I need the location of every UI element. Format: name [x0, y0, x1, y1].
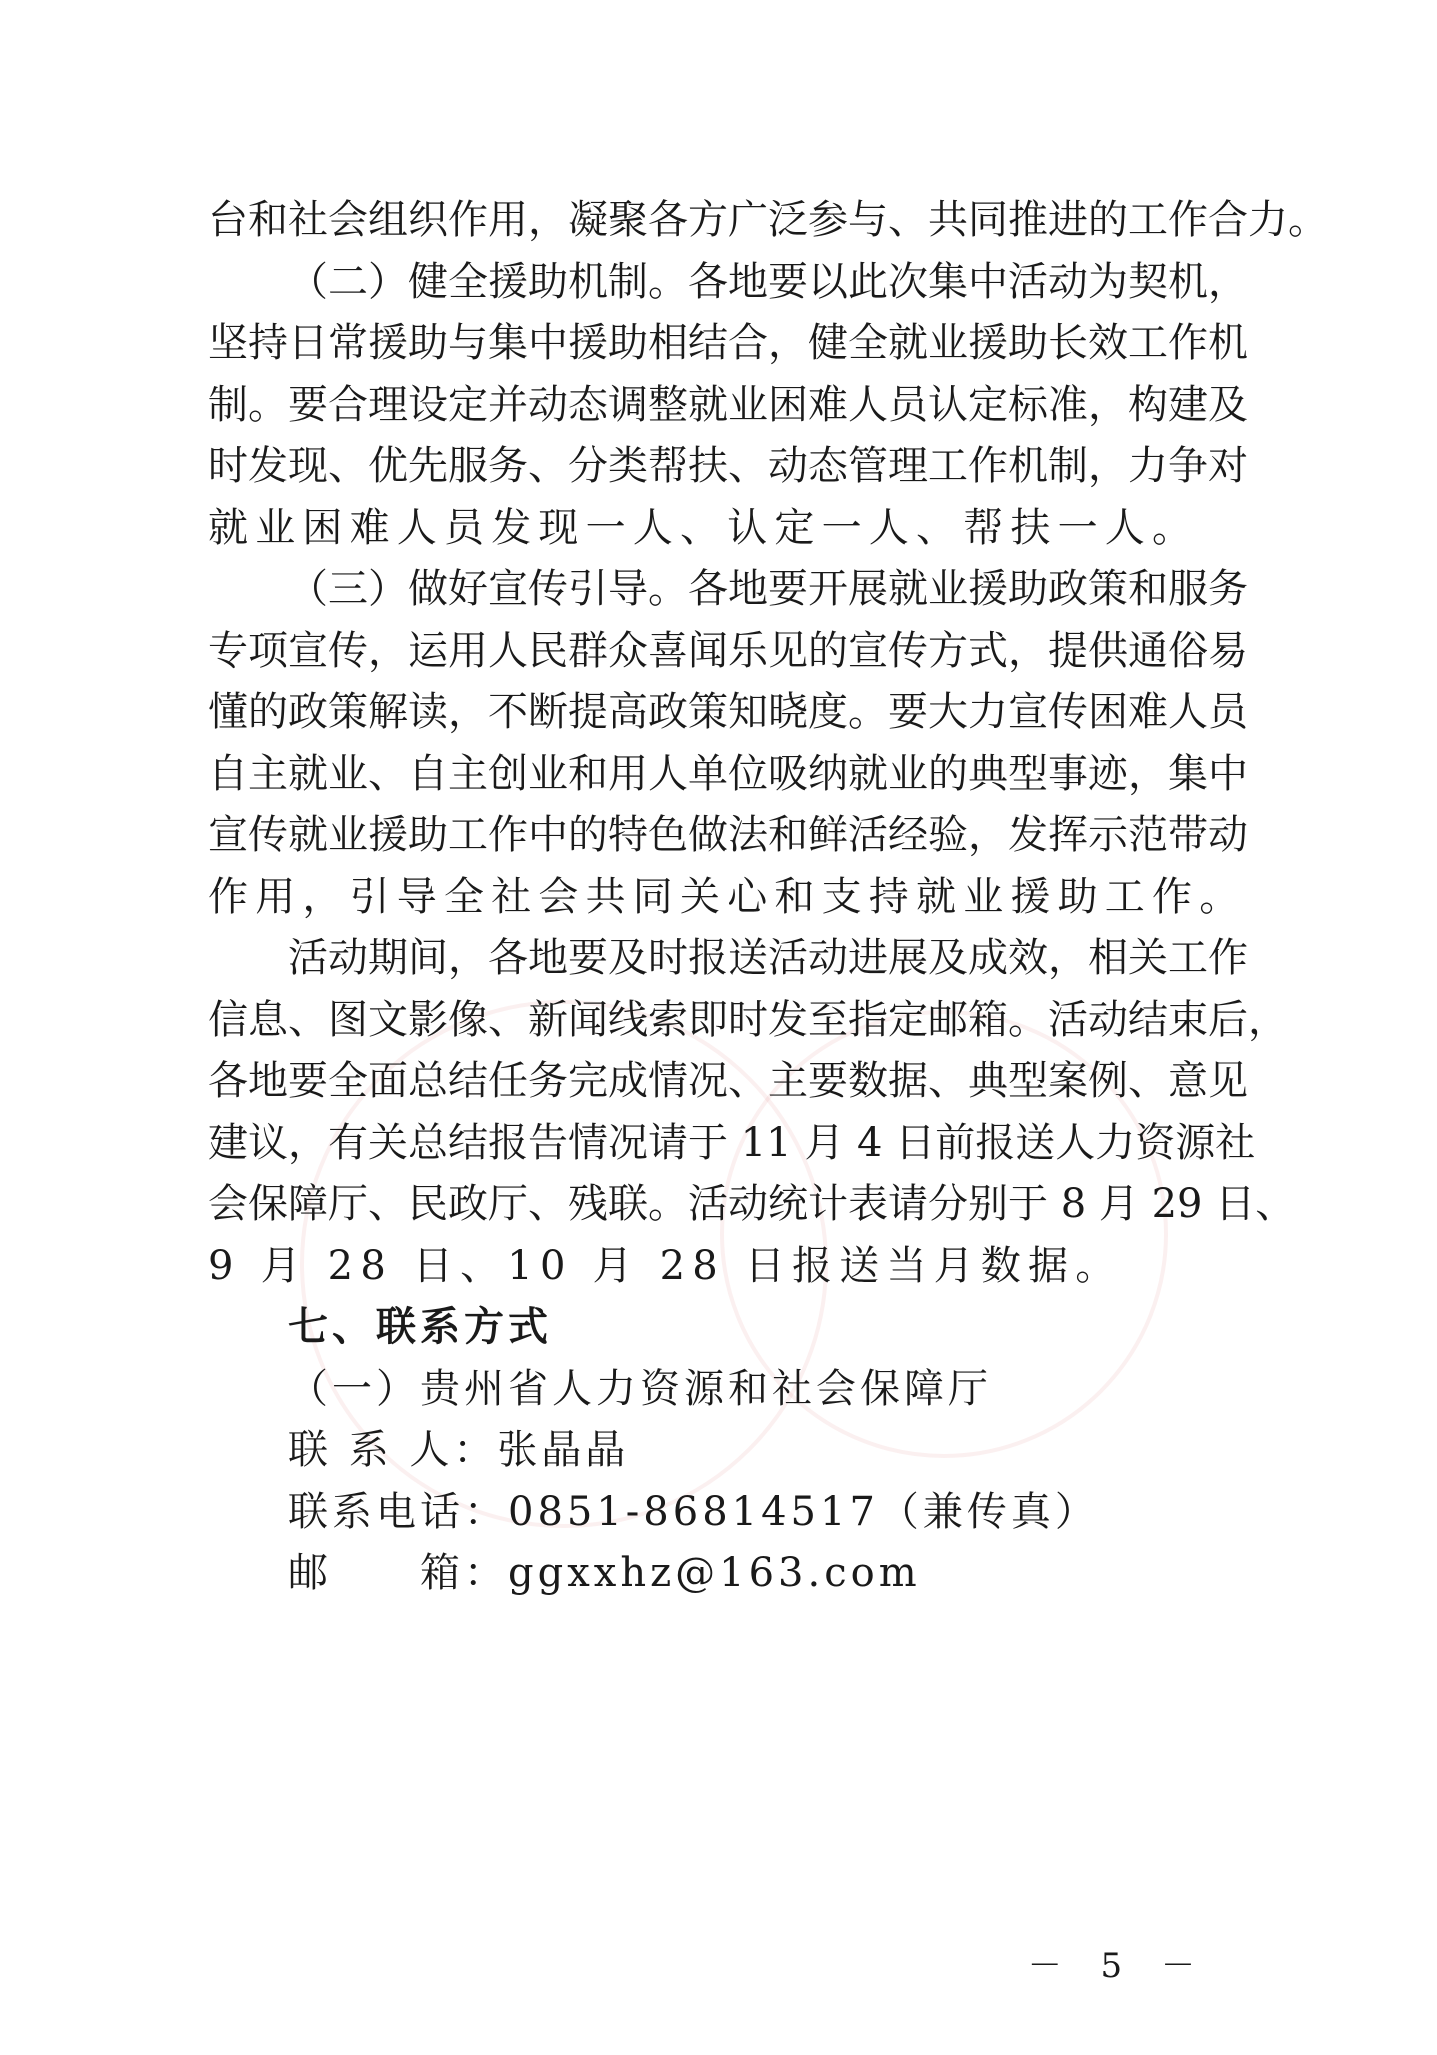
- text-line: 会保障厅、民政厅、残联。活动统计表请分别于 8 月 29 日、: [208, 1181, 1296, 1227]
- text-line: 坚持日常援助与集中援助相结合，健全就业援助长效工作机: [208, 320, 1248, 366]
- text-line: 作用，引导全社会共同关心和支持就业援助工作。: [208, 873, 1247, 920]
- paragraph-activity-reporting: [208, 928, 1296, 1297]
- text-line: （二）健全援助机制。各地要以此次集中活动为契机，: [288, 258, 1248, 305]
- text-line: 台和社会组织作用，凝聚各方广泛参与、共同推进的工作合力。: [208, 197, 1328, 243]
- contact-email: 邮 箱：ggxxhz@163.com: [288, 1550, 921, 1596]
- page-number: － 5 －: [1027, 1946, 1209, 1986]
- paragraph-continuation: [208, 190, 1328, 252]
- text-line: 自主就业、自主创业和用人单位吸纳就业的典型事迹，集中: [208, 750, 1248, 797]
- contact-organization: （一）贵州省人力资源和社会保障厅: [288, 1365, 992, 1412]
- text-line: 建议，有关总结报告情况请于 11 月 4 日前报送人力资源社: [208, 1119, 1256, 1166]
- text-line: 就业困难人员发现一人、认定一人、帮扶一人。: [208, 504, 1200, 551]
- text-line: 时发现、优先服务、分类帮扶、动态管理工作机制，力争对: [208, 443, 1248, 489]
- text-line: 专项宣传，运用人民群众喜闻乐见的宣传方式，提供通俗易: [208, 627, 1248, 674]
- contact-person: 联 系 人：张晶晶: [288, 1427, 630, 1473]
- text-line: 活动期间，各地要及时报送活动进展及成效，相关工作: [288, 935, 1248, 981]
- document-body: [208, 190, 1328, 1605]
- text-line: 制。要合理设定并动态调整就业困难人员认定标准，构建及: [208, 381, 1248, 428]
- section-heading: 七、联系方式: [288, 1304, 552, 1350]
- text-line: 懂的政策解读，不断提高政策知晓度。要大力宣传困难人员: [208, 689, 1248, 735]
- text-line: 9 月 28 日、10 月 28 日报送当月数据。: [208, 1242, 1123, 1289]
- paragraph-publicity-guidance: [208, 559, 1248, 928]
- text-line: （三）做好宣传引导。各地要开展就业援助政策和服务: [288, 566, 1248, 612]
- text-line: 各地要全面总结任务完成情况、主要数据、典型案例、意见: [208, 1058, 1248, 1104]
- paragraph-assistance-mechanism: [208, 252, 1248, 560]
- text-line: 宣传就业援助工作中的特色做法和鲜活经验，发挥示范带动: [208, 812, 1248, 858]
- section-contact: [208, 1297, 1208, 1605]
- contact-phone: 联系电话：0851-86814517（兼传真）: [288, 1488, 1099, 1535]
- text-line: 信息、图文影像、新闻线索即时发至指定邮箱。活动结束后，: [208, 996, 1288, 1043]
